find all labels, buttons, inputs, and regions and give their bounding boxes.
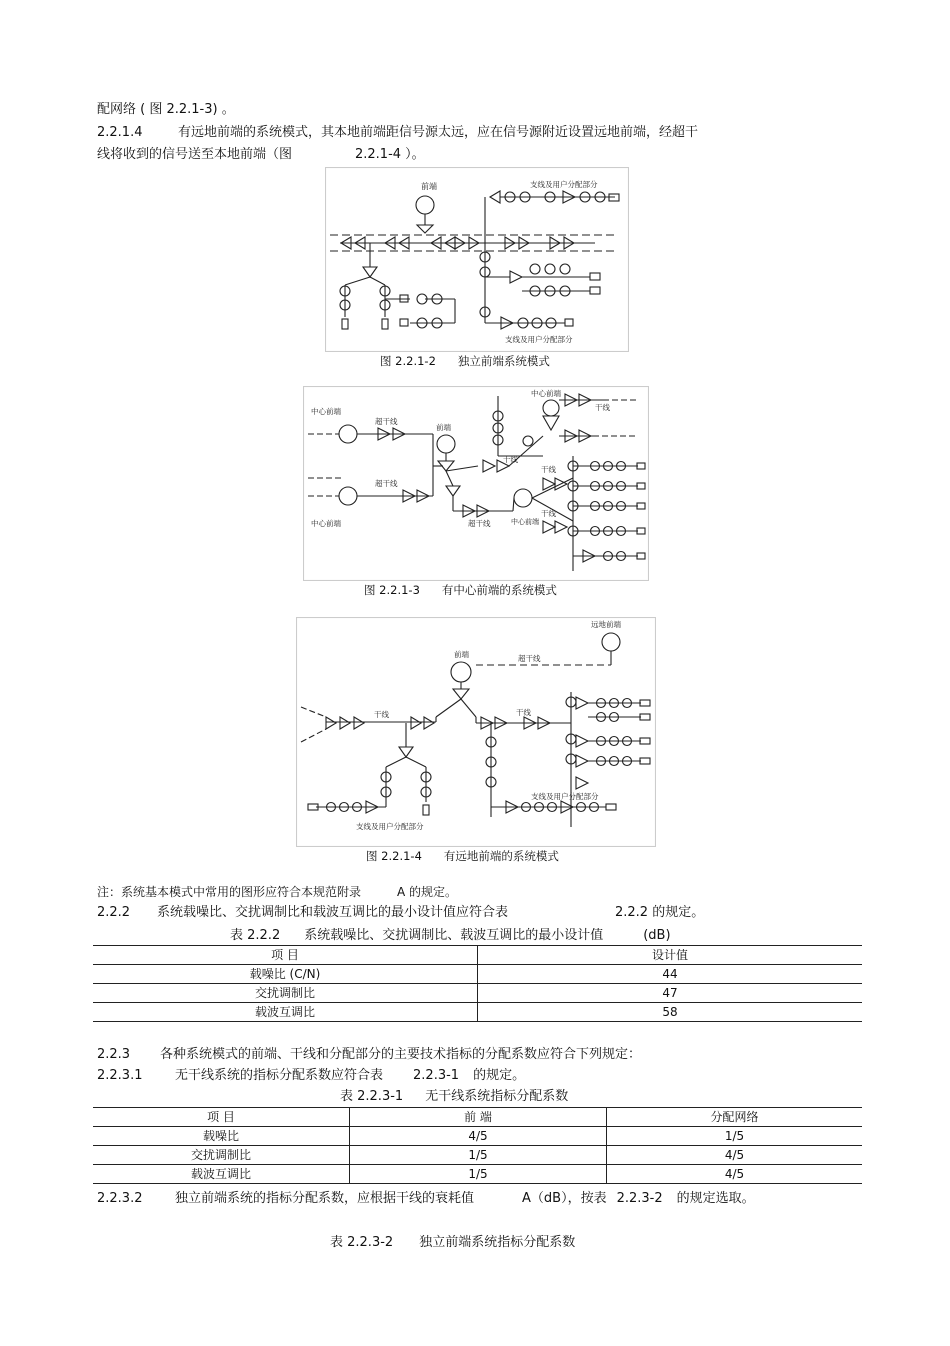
table-cell: 4/5 <box>350 1127 607 1146</box>
table-row <box>93 984 862 1003</box>
table-header-cell: 分配网络 <box>607 1108 863 1127</box>
section-2-2-2-num: 2.2.2 <box>97 905 131 920</box>
table-cell: 载噪比 <box>93 1127 350 1146</box>
fig1-branch-top-label: 支线及用户分配部分 <box>530 180 598 189</box>
section-2-2-3-1-main: 无干线系统的指标分配系数应符合表 <box>175 1068 384 1083</box>
figure-2-caption-num: 图 2.2.1-3 <box>364 583 420 597</box>
table-2-2-2-title-num: 表 2.2.2 <box>230 928 281 943</box>
figure-remote-headend <box>296 617 656 847</box>
fig2-center-mid-label: 中心前端 <box>511 518 539 526</box>
note-line <box>97 883 457 901</box>
fig2-trunk-r1-label: 干线 <box>541 465 556 474</box>
fig3-super-trunk-label: 超干线 <box>518 654 541 663</box>
figure-3-caption-num: 图 2.2.1-4 <box>366 849 422 863</box>
table-cell: 4/5 <box>607 1146 863 1165</box>
section-2-2-3-1-end: 的规定。 <box>473 1068 526 1083</box>
section-2-2-3-2-text <box>175 1190 755 1208</box>
table-header-cell: 设计值 <box>478 946 863 965</box>
fig2-head-label: 前端 <box>436 423 451 432</box>
fig2-trunk-tr-label: 干线 <box>595 403 610 412</box>
table-cell: 载波互调比 <box>93 1003 478 1022</box>
fig2-super-trunk-2-label: 超干线 <box>375 479 398 488</box>
table-2-2-3-1 <box>93 1107 862 1184</box>
table-header-cell: 项 目 <box>93 946 478 965</box>
section-2-2-3-num: 2.2.3 <box>97 1047 131 1062</box>
section-2-2-3-2-main: 独立前端系统的指标分配系数，应根据干线的衰耗值 <box>175 1191 475 1206</box>
fig3-trunk-l-label: 干线 <box>374 710 389 719</box>
table-cell: 1/5 <box>607 1127 863 1146</box>
fig2-trunk-mid-label: 干线 <box>503 455 518 464</box>
section-2-2-2-text: 系统载噪比、交扰调制比和载波互调比的最小设计值应符合表 <box>157 905 509 920</box>
note-text: 注：系统基本模式中常用的图形应符合本规范附录 <box>97 885 362 899</box>
figure-1-caption-text: 独立前端系统模式 <box>457 354 550 368</box>
table-2-2-3-2-title-text: 独立前端系统指标分配系数 <box>419 1235 576 1250</box>
table-cell: 载噪比 (C/N) <box>93 965 478 984</box>
fig3-remote-label: 远地前端 <box>591 620 621 629</box>
table-cell: 44 <box>478 965 863 984</box>
table-cell: 47 <box>478 984 863 1003</box>
table-row <box>93 1127 862 1146</box>
table-cell: 交扰调制比 <box>93 984 478 1003</box>
section-2-2-2-ref: 2.2.2 的规定。 <box>615 905 705 920</box>
table-cell: 交扰调制比 <box>93 1146 350 1165</box>
table-2-2-3-1-title-text: 无干线系统指标分配系数 <box>425 1089 569 1104</box>
fig2-center-bl-label: 中心前端 <box>311 519 341 528</box>
table-2-2-2-title-text: 系统载噪比、交扰调制比、载波互调比的最小设计值 <box>304 928 604 943</box>
figure-3-caption <box>366 848 559 864</box>
figure-3-diagram <box>296 617 656 847</box>
table-cell: 1/5 <box>350 1165 607 1184</box>
fig2-trunk-r2-label: 干线 <box>541 509 556 518</box>
figure-3-caption-text: 有远地前端的系统模式 <box>443 849 559 863</box>
table-row <box>93 1165 862 1184</box>
table-row <box>93 1003 862 1022</box>
figure-center-headend <box>303 386 649 581</box>
section-2-2-3-1-ref: 2.2.3-1 <box>413 1068 460 1083</box>
table-2-2-3-1-title-num: 表 2.2.3-1 <box>340 1089 404 1104</box>
note-ref: A 的规定。 <box>397 885 458 899</box>
section-2-2-3-2-num: 2.2.3.2 <box>97 1191 143 1206</box>
table-2-2-2-title <box>230 927 671 945</box>
table-row <box>93 965 862 984</box>
table-2-2-3-1-title <box>340 1088 568 1106</box>
fig3-head-label: 前端 <box>454 650 469 659</box>
figure-2-caption <box>364 582 557 598</box>
para-line-2-num: 2.2.1.4 <box>97 125 143 140</box>
table-header-cell: 项 目 <box>93 1108 350 1127</box>
section-2-2-3-2-end: 的规定选取。 <box>676 1191 755 1206</box>
section-2-2-3-2-a: A（dB），按表 <box>522 1191 607 1206</box>
table-cell: 1/5 <box>350 1146 607 1165</box>
fig2-super-trunk-3-label: 超干线 <box>468 519 491 528</box>
table-row <box>93 1146 862 1165</box>
para-line-3: 线将收到的信号送至本地前端（图 <box>97 147 293 162</box>
table-header-cell: 前 端 <box>350 1108 607 1127</box>
para-line-1: 配网络 ( 图 2.2.1-3) 。 <box>97 102 235 117</box>
section-2-2-3-text: 各种系统模式的前端、干线和分配部分的主要技术指标的分配系数应符合下列规定： <box>160 1047 642 1062</box>
figure-1-caption-num: 图 2.2.1-2 <box>380 354 436 368</box>
table-cell: 58 <box>478 1003 863 1022</box>
figure-2-diagram <box>303 386 649 581</box>
fig1-head-label: 前端 <box>421 182 437 191</box>
figure-2-caption-text: 有中心前端的系统模式 <box>441 583 557 597</box>
fig3-branch-l-label: 支线及用户分配部分 <box>356 822 424 831</box>
table-2-2-2 <box>93 945 862 1022</box>
table-cell: 4/5 <box>607 1165 863 1184</box>
figure-1-diagram <box>325 167 629 352</box>
fig2-center-tr-label: 中心前端 <box>531 389 561 398</box>
fig2-super-trunk-1-label: 超干线 <box>375 417 398 426</box>
table-2-2-3-2-title-num: 表 2.2.3-2 <box>330 1235 394 1250</box>
table-header-row <box>93 946 862 965</box>
fig3-branch-r-label: 支线及用户分配部分 <box>531 792 599 801</box>
section-2-2-3-1-num: 2.2.3.1 <box>97 1068 143 1083</box>
para-line-3-ref: 2.2.1-4 ）。 <box>355 147 425 162</box>
figure-independent-headend <box>325 167 629 352</box>
table-cell: 载波互调比 <box>93 1165 350 1184</box>
table-2-2-2-title-unit: (dB) <box>643 928 671 943</box>
fig1-branch-bottom-label: 支线及用户分配部分 <box>505 335 573 344</box>
table-2-2-3-2-title <box>330 1234 575 1252</box>
fig3-trunk-r-label: 干线 <box>516 708 531 717</box>
fig2-center-tl-label: 中心前端 <box>311 407 341 416</box>
section-2-2-3-1-text <box>175 1067 525 1085</box>
table-header-row <box>93 1108 862 1127</box>
section-2-2-3-2-ref: 2.2.3-2 <box>616 1191 663 1206</box>
para-line-2: 有远地前端的系统模式，其本地前端距信号源太远，应在信号源附近设置远地前端，经超干 <box>178 125 699 140</box>
figure-1-caption <box>380 353 550 369</box>
